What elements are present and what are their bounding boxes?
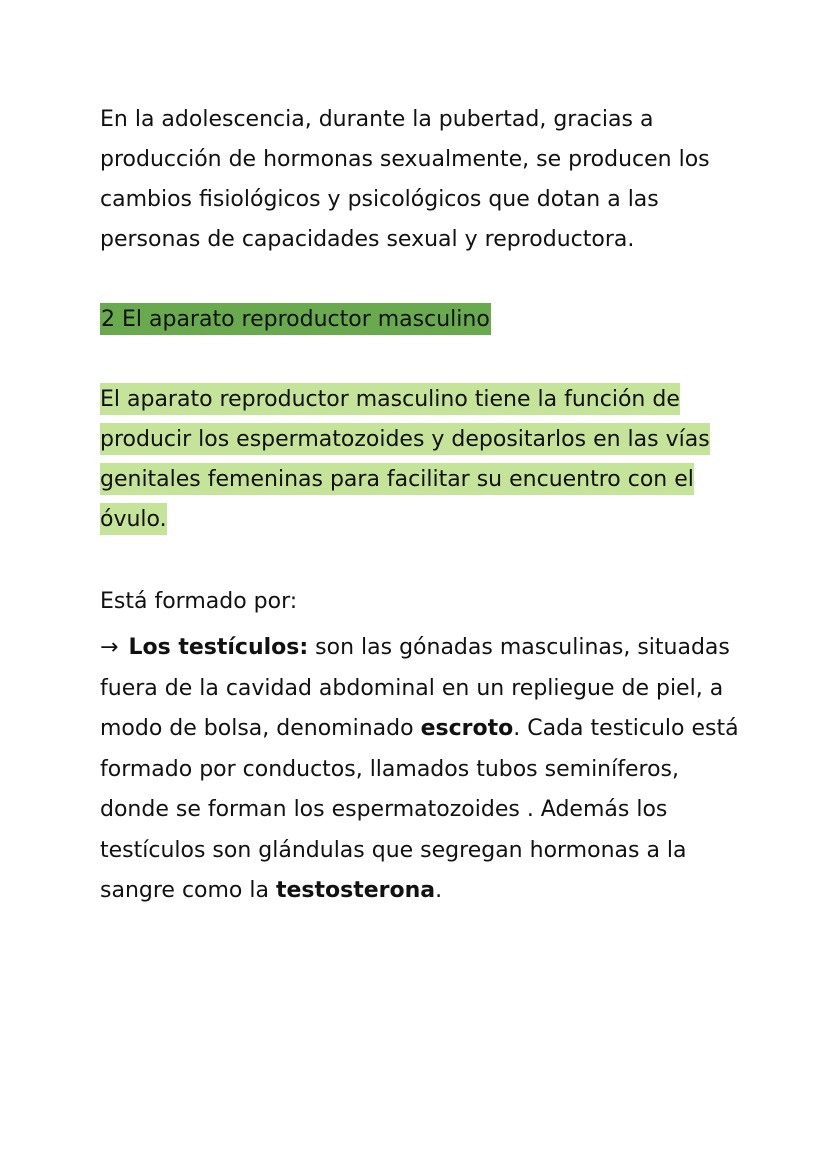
term-testiculos: Los testículos: xyxy=(128,635,309,660)
arrow-icon: → xyxy=(100,635,119,660)
item-text-3: . xyxy=(435,878,443,903)
term-escroto: escroto xyxy=(420,716,514,741)
section-description-text: El aparato reproductor masculino tiene la función de producir los espermatozoides y depositarlos en las vías genitales femeninas para facilitar su encuentro con el óvulo. xyxy=(100,383,710,535)
intro-paragraph: En la adolescencia, durante la pubertad, gracias a producción de hormonas sexualmente, se producen los cambios fisiológicos y psicológicos que dotan a las personas de capacidades sexual y reproductora. xyxy=(100,107,710,252)
section-heading-text: 2 El aparato reproductor masculino xyxy=(100,303,491,335)
list-item xyxy=(100,628,740,912)
document-page xyxy=(100,100,740,912)
section-heading xyxy=(100,300,740,340)
item-text-1: son las gónadas masculinas, situadas fuera de la cavidad abdominal en un repliegue de piel, a modo de bolsa, denominado xyxy=(100,635,730,741)
section-description xyxy=(100,380,740,540)
composition-intro: Está formado por: xyxy=(100,589,298,614)
item-text-2: . Cada testiculo está formado por conductos, llamados tubos seminíferos, donde se forman los espermatozoides . Además los testículos son glándulas que segregan hormonas a la sangre como la xyxy=(100,716,739,903)
term-testosterona: testosterona xyxy=(275,878,436,903)
